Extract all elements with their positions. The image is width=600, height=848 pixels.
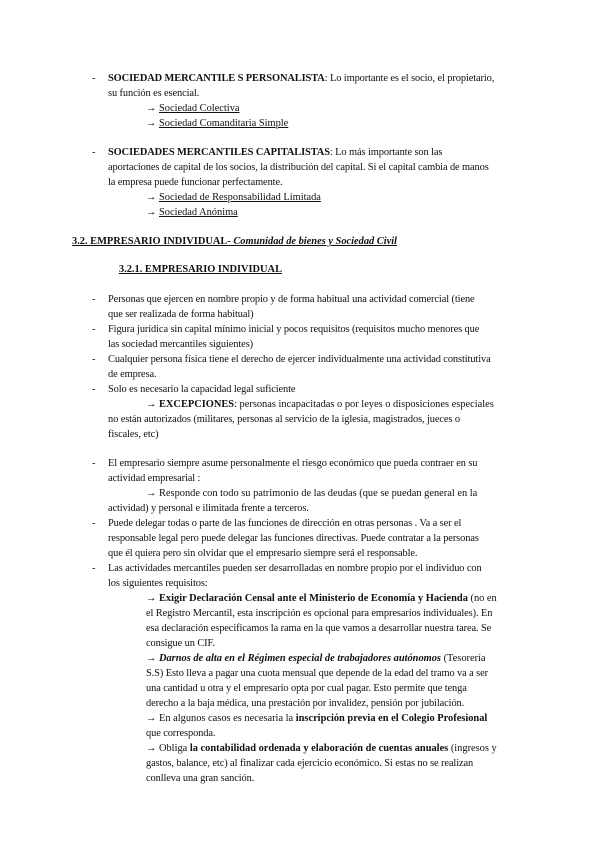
bullet-text: fiscales, etc) — [108, 429, 159, 440]
term-sociedad-personalista: SOCIEDAD MERCANTILE S PERSONALISTA — [108, 73, 325, 84]
requisito-contabilidad: → Obliga la contabilidad ordenada y elaboración de cuentas anuales (ingresos y — [146, 743, 497, 754]
bullet-figura-juridica: Figura jurídica sin capital mínimo inicial y pocos requisitos (requisitos mucho menores que — [108, 324, 480, 335]
arrow-icon: → — [146, 653, 157, 664]
arrow-icon: → — [146, 118, 157, 129]
bullet-text: que corresponda. — [146, 728, 216, 739]
bullet-dash: - — [92, 563, 96, 574]
bullet-sociedades-capitalistas: SOCIEDADES MERCANTILES CAPITALISTAS: Lo más importante son las — [108, 147, 443, 158]
bullet-dash: - — [92, 458, 96, 469]
bullet-text: gastos, balance, etc) al finalizar cada ejercicio económico. Si estas no se realizan — [146, 758, 474, 769]
bullet-dash: - — [92, 294, 96, 305]
sub-item-sociedad-comanditaria: → Sociedad Comanditaria Simple — [146, 118, 289, 129]
arrow-icon: → — [146, 593, 157, 604]
section-heading-3-2: 3.2. EMPRESARIO INDIVIDUAL- Comunidad de bienes y Sociedad Civil — [72, 236, 398, 247]
bullet-text: las sociedad mercantiles siguientes) — [108, 339, 253, 350]
section-heading-3-2-1: 3.2.1. EMPRESARIO INDIVIDUAL — [118, 264, 282, 275]
arrow-icon: → — [146, 713, 157, 724]
bullet-text: la empresa puede funcionar perfectamente. — [108, 177, 283, 188]
arrow-icon: → — [146, 103, 157, 114]
bullet-sociedad-personalista: SOCIEDAD MERCANTILE S PERSONALISTA: Lo importante es el socio, el propietario, — [108, 73, 495, 84]
bullet-empresario-riesgo: El empresario siempre asume personalmente el riesgo económico que pueda contraer en su — [108, 458, 478, 469]
bullet-text: aportaciones de capital de los socios, la distribución del capital. Si el capital cambia de manos — [108, 162, 489, 173]
bullet-text: actividad empresarial : — [108, 473, 201, 484]
bullet-dash: - — [92, 324, 96, 335]
bullet-capacidad-legal: Solo es necesario la capacidad legal suficiente — [108, 384, 296, 395]
requisito-colegio-profesional: → En algunos casos es necesaria la inscripción previa en el Colegio Profesional — [146, 713, 488, 724]
excepciones-line: → EXCEPCIONES: personas incapacitadas o por leyes o disposiciones especiales — [146, 399, 494, 410]
bullet-text: consigue un CIF. — [146, 638, 215, 649]
arrow-icon: → — [146, 488, 157, 499]
bullet-actividades-mercantiles: Las actividades mercantiles pueden ser desarrolladas en nombre propio por el individuo con — [108, 563, 482, 574]
bullet-text: no están autorizados (militares, personas al servicio de la iglesia, magistrados, jueces o — [108, 414, 460, 425]
bullet-text: de empresa. — [108, 369, 157, 380]
bullet-dash: - — [92, 354, 96, 365]
term-sociedades-capitalistas: SOCIEDADES MERCANTILES CAPITALISTAS — [108, 147, 330, 158]
arrow-icon: → — [146, 399, 157, 410]
bullet-dash: - — [92, 518, 96, 529]
bullet-text: su función es esencial. — [108, 88, 200, 99]
sub-item-sociedad-anonima: → Sociedad Anónima — [146, 207, 238, 218]
bullet-personas: Personas que ejercen en nombre propio y de forma habitual una actividad comercial (tiene — [108, 294, 475, 305]
bullet-text: una cantidad u otra y el empresario opta por cual pagar. Esto permite que tenga — [146, 683, 467, 694]
bullet-delegar: Puede delegar todas o parte de las funciones de dirección en otras personas . Va a ser el — [108, 518, 462, 529]
bullet-text: responsable legal pero puede delegar las funciones directivas. Puede contratar a la personas — [108, 533, 479, 544]
bullet-dash: - — [92, 384, 96, 395]
bullet-dash: - — [92, 73, 96, 84]
sub-item-sociedad-colectiva: → Sociedad Colectiva — [146, 103, 240, 114]
bullet-text: conlleva una gran sanción. — [146, 773, 255, 784]
bullet-text: que ser realizada de forma habitual) — [108, 309, 254, 320]
bullet-text: esa declaración especificamos la rama en la que vamos a desarrollar nuestra tarea. Se — [146, 623, 492, 634]
requisito-alta-autonomos: → Darnos de alta en el Régimen especial de trabajadores autónomos (Tesorería — [146, 653, 486, 664]
requisito-declaracion-censal: → Exigir Declaración Censal ante el Ministerio de Economía y Hacienda (no en — [146, 593, 497, 604]
arrow-icon: → — [146, 743, 157, 754]
sub-item-patrimonio: → Responde con todo su patrimonio de las deudas (que se puedan general en la — [146, 488, 478, 499]
bullet-text: actividad) y personal e ilimitada frente a terceros. — [108, 503, 309, 514]
bullet-text: que él quiera pero sin olvidar que el empresario siempre será el responsable. — [108, 548, 418, 559]
bullet-text: el Registro Mercantil, esta inscripción es opcional para empresarios individuales). En — [146, 608, 493, 619]
bullet-text: derecho a la baja médica, una prestación por invalidez, pensión por jubilación. — [146, 698, 465, 709]
bullet-dash: - — [92, 147, 96, 158]
bullet-text: los siguientes requisitos: — [108, 578, 208, 589]
arrow-icon: → — [146, 207, 157, 218]
bullet-cualquier-persona: Cualquier persona física tiene el derecho de ejercer individualmente una actividad constitutiva — [108, 354, 491, 365]
bullet-text: S.S) Esto lleva a pagar una cuota mensual que depende de la edad del tramo va a ser — [146, 668, 488, 679]
sub-item-sociedad-limitada: → Sociedad de Responsabilidad Limitada — [146, 192, 321, 203]
arrow-icon: → — [146, 192, 157, 203]
